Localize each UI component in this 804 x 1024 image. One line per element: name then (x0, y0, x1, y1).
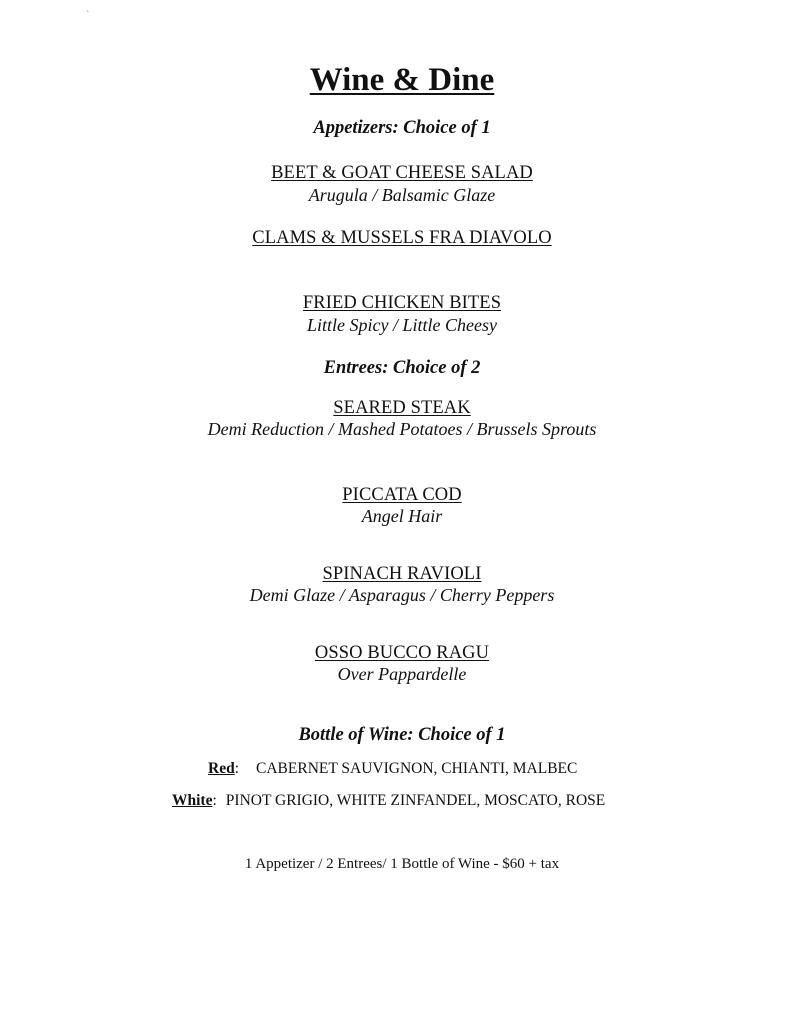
corner-mark: ` (86, 10, 90, 21)
page-title: Wine & Dine (309, 62, 495, 98)
dish-spinach-ravioli: SPINACH RAVIOLI (322, 564, 482, 584)
wine-red-label: Red (208, 760, 235, 777)
wine-red-options: CABERNET SAUVIGNON, CHIANTI, MALBEC (256, 760, 578, 777)
dish-description: Demi Reduction / Mashed Potatoes / Brussels Sprouts (207, 419, 597, 439)
dish-seared-steak: SEARED STEAK (333, 398, 471, 418)
dish-description: Demi Glaze / Asparagus / Cherry Peppers (249, 585, 555, 605)
entrees-heading: Entrees: Choice of 2 (323, 358, 481, 378)
appetizers-heading: Appetizers: Choice of 1 (313, 118, 491, 138)
label-colon: : (234, 760, 240, 777)
wine-heading: Bottle of Wine: Choice of 1 (298, 725, 506, 745)
dish-description: Angel Hair (361, 506, 443, 526)
price-summary: 1 Appetizer / 2 Entrees/ 1 Bottle of Wine - $60 + tax (244, 856, 560, 872)
dish-piccata-cod: PICCATA COD (342, 485, 462, 505)
dish-beet-goat-cheese-salad: BEET & GOAT CHEESE SALAD (271, 163, 533, 183)
wine-white-options: PINOT GRIGIO, WHITE ZINFANDEL, MOSCATO, ROSE (225, 792, 606, 809)
dish-description: Over Pappardelle (337, 664, 467, 684)
dish-clams-mussels-fra-diavolo: CLAMS & MUSSELS FRA DIAVOLO (252, 228, 552, 248)
dish-description: Little Spicy / Little Cheesy (307, 315, 497, 335)
dish-description: Arugula / Balsamic Glaze (308, 185, 496, 205)
wine-white-line (172, 792, 605, 810)
label-colon: : (212, 792, 217, 809)
wine-white-label: White (172, 792, 213, 809)
dish-osso-bucco-ragu: OSSO BUCCO RAGU (314, 643, 490, 663)
dish-fried-chicken-bites: FRIED CHICKEN BITES (302, 293, 502, 313)
wine-red-line (208, 760, 577, 778)
